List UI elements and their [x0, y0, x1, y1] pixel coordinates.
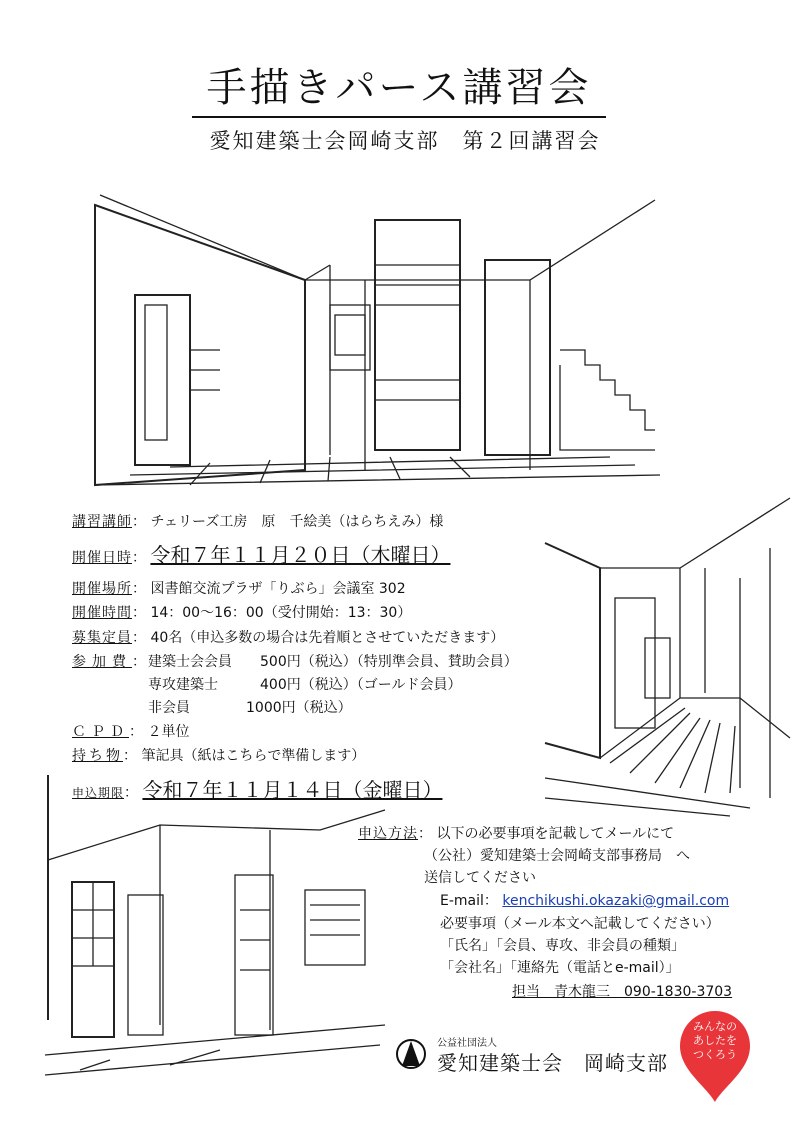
application-text-1: 以下の必要事項を記載してメールにて [436, 826, 675, 842]
bring-value: 筆記具（紙はこちらで準備します） [141, 748, 366, 764]
instructor-label: 講習講師 [72, 514, 132, 530]
fee-type: 専攻建築士 [148, 677, 218, 693]
fee-amount: 400円（税込）（ゴールド会員） [260, 677, 462, 693]
deadline-value: 令和７年１１月１４日（金曜日） [142, 778, 443, 802]
badge-line: みんなの [693, 1020, 737, 1033]
capacity-label: 募集定員 [72, 630, 132, 646]
fee-row [148, 674, 461, 694]
required-item-1: 「氏名」「会員、専攻、非会員の種類」 [440, 938, 685, 954]
bring-row: 持ち物： 筆記具（紙はこちらで準備します） [72, 748, 366, 764]
deadline-label: 申込期限 [72, 786, 125, 800]
fee-type: 非会員 [148, 700, 190, 716]
cpd-row: ＣＰＤ： ２単位 [72, 724, 190, 740]
email-link[interactable]: kenchikushi.okazaki@gmail.com [502, 893, 730, 909]
venue-row: 開催場所： 図書館交流プラザ「りぶら」会議室 302 [72, 581, 406, 597]
time-value: 14：00〜16：00（受付開始：13：30） [150, 605, 412, 621]
email-row [440, 890, 729, 910]
bring-label: 持ち物 [72, 748, 123, 764]
room-sketch-bottom [40, 770, 390, 1090]
org-prefix: 公益社団法人 [437, 1038, 497, 1049]
time-label: 開催時間 [72, 605, 132, 621]
email-label: E-mail： [440, 893, 498, 909]
deadline-row: 申込期限： 令和７年１１月１４日（金曜日） [72, 778, 443, 802]
badge-line: あしたを [693, 1034, 737, 1047]
org-logo-icon [396, 1036, 426, 1072]
required-label: 必要事項（メール本文へ記載してください） [440, 916, 720, 932]
time-row: 開催時間： 14：00〜16：00（受付開始：13：30） [72, 605, 412, 621]
instructor-value: チェリーズ工房 原 千絵美（はらちえみ）様 [150, 514, 444, 530]
badge-line: つくろう [693, 1048, 737, 1061]
fee-section: 参加費： [72, 654, 146, 670]
fee-row [148, 651, 518, 671]
corridor-sketch [540, 488, 795, 818]
date-label: 開催日時 [72, 550, 132, 566]
instructor-row: 講習講師： チェリーズ工房 原 千絵美（はらちえみ）様 [72, 514, 444, 530]
fee-row [148, 697, 352, 717]
venue-value: 図書館交流プラザ「りぶら」会議室 302 [150, 581, 406, 597]
fee-label: 参加費 [72, 654, 132, 670]
required-item-2: 「会社名」「連絡先（電話とe-mail）」 [440, 960, 680, 976]
application-line1: 申込方法： 以下の必要事項を記載してメールにて [358, 826, 675, 842]
page-title: 手描きパース講習会 [192, 62, 606, 118]
application-text-3: 送信してください [424, 870, 536, 886]
fee-amount: 500円（税込）（特別準会員、賛助会員） [260, 654, 518, 670]
cpd-value: ２単位 [147, 724, 190, 740]
capacity-row: 募集定員： 40名（申込多数の場合は先着順とさせていただきます） [72, 630, 505, 646]
venue-label: 開催場所 [72, 581, 132, 597]
badge-text [684, 1020, 746, 1062]
date-row: 開催日時： 令和７年１１月２０日（木曜日） [72, 543, 451, 567]
cpd-label: ＣＰＤ [72, 724, 129, 740]
application-text-2: （公社）愛知建築士会岡崎支部事務局 へ [424, 848, 690, 864]
application-label: 申込方法 [358, 826, 418, 842]
subtitle: 愛知建築士会岡崎支部 第２回講習会 [209, 129, 601, 153]
fee-amount: 1000円（税込） [246, 700, 352, 716]
fee-type: 建築士会会員 [148, 654, 232, 670]
capacity-value: 40名（申込多数の場合は先着順とさせていただきます） [150, 630, 505, 646]
date-value: 令和７年１１月２０日（木曜日） [150, 543, 451, 567]
interior-sketch-top [90, 185, 670, 490]
contact-line: 担当 青木龍三 090-1830-3703 [512, 984, 733, 1000]
org-name: 愛知建築士会 岡崎支部 [437, 1051, 668, 1075]
